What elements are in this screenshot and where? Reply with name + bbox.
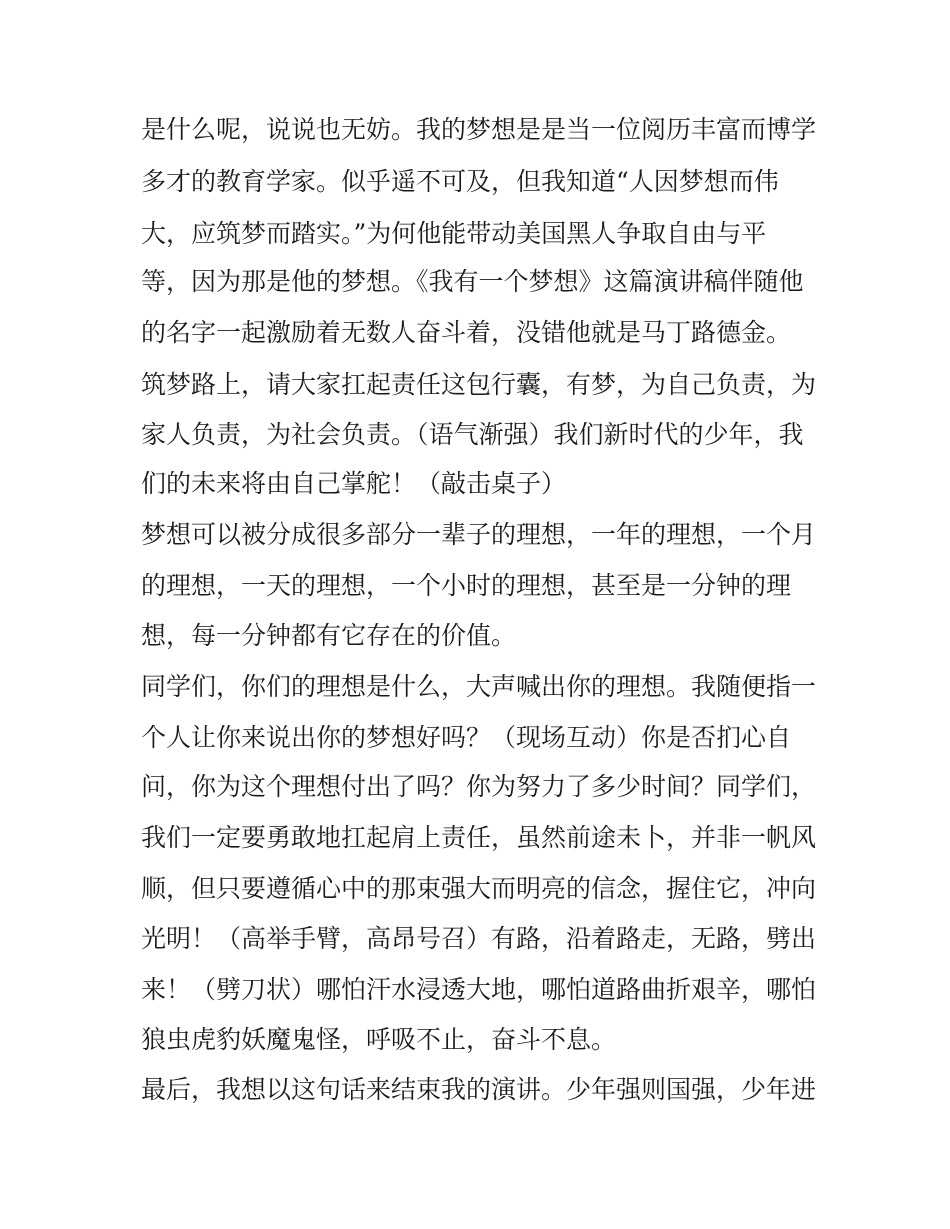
text-line: 是什么呢，说说也无妨。我的梦想是是当一位阅历丰富而博学	[141, 115, 817, 144]
text-line: 顺，但只要遵循心中的那束强大而明亮的信念，握住它，冲向	[141, 874, 817, 903]
text-line: 的名字一起激励着无数人奋斗着，没错他就是马丁路德金。	[141, 318, 792, 347]
text-line: 狼虫虎豹妖魔鬼怪，呼吸不止，奋斗不息。	[141, 1025, 617, 1054]
text-line: 想，每一分钟都有它存在的价值。	[141, 621, 517, 650]
text-line: 同学们，你们的理想是什么，大声喊出你的理想。我随便指一	[141, 672, 817, 701]
text-line: 们的未来将由自己掌舵！（敲击桌子）	[141, 469, 567, 498]
text-line: 最后，我想以这句话来结束我的演讲。少年强则国强，少年进	[141, 1075, 817, 1104]
text-line: 的理想，一天的理想，一个小时的理想，甚至是一分钟的理	[141, 571, 792, 600]
text-line: 来！（劈刀状）哪怕汗水浸透大地，哪怕道路曲折艰辛，哪怕	[141, 975, 817, 1004]
text-line: 筑梦路上，请大家扛起责任这包行囊，有梦，为自己负责，为	[141, 370, 817, 399]
text-line: 家人负责，为社会负责。（语气渐强）我们新时代的少年，我	[141, 420, 804, 449]
text-line: 个人让你来说出你的梦想好吗？（现场互动）你是否扪心自	[141, 723, 792, 752]
text-line: 等，因为那是他的梦想。《我有一个梦想》这篇演讲稿伴随他	[141, 267, 804, 296]
text-line: 问，你为这个理想付出了吗？你为努力了多少时间？同学们，	[141, 772, 817, 801]
text-line: 多才的教育学家。似乎遥不可及，但我知道“人因梦想而伟	[141, 167, 779, 196]
text-line: 我们一定要勇敢地扛起肩上责任，虽然前途未卜，并非一帆风	[141, 823, 817, 852]
text-line: 大，应筑梦而踏实。”为何他能带动美国黑人争取自由与平	[141, 219, 767, 248]
text-line: 梦想可以被分成很多部分一辈子的理想，一年的理想，一个月	[141, 520, 817, 549]
text-line: 光明！（高举手臂，高昂号召）有路，沿着路走，无路，劈出	[141, 924, 817, 953]
